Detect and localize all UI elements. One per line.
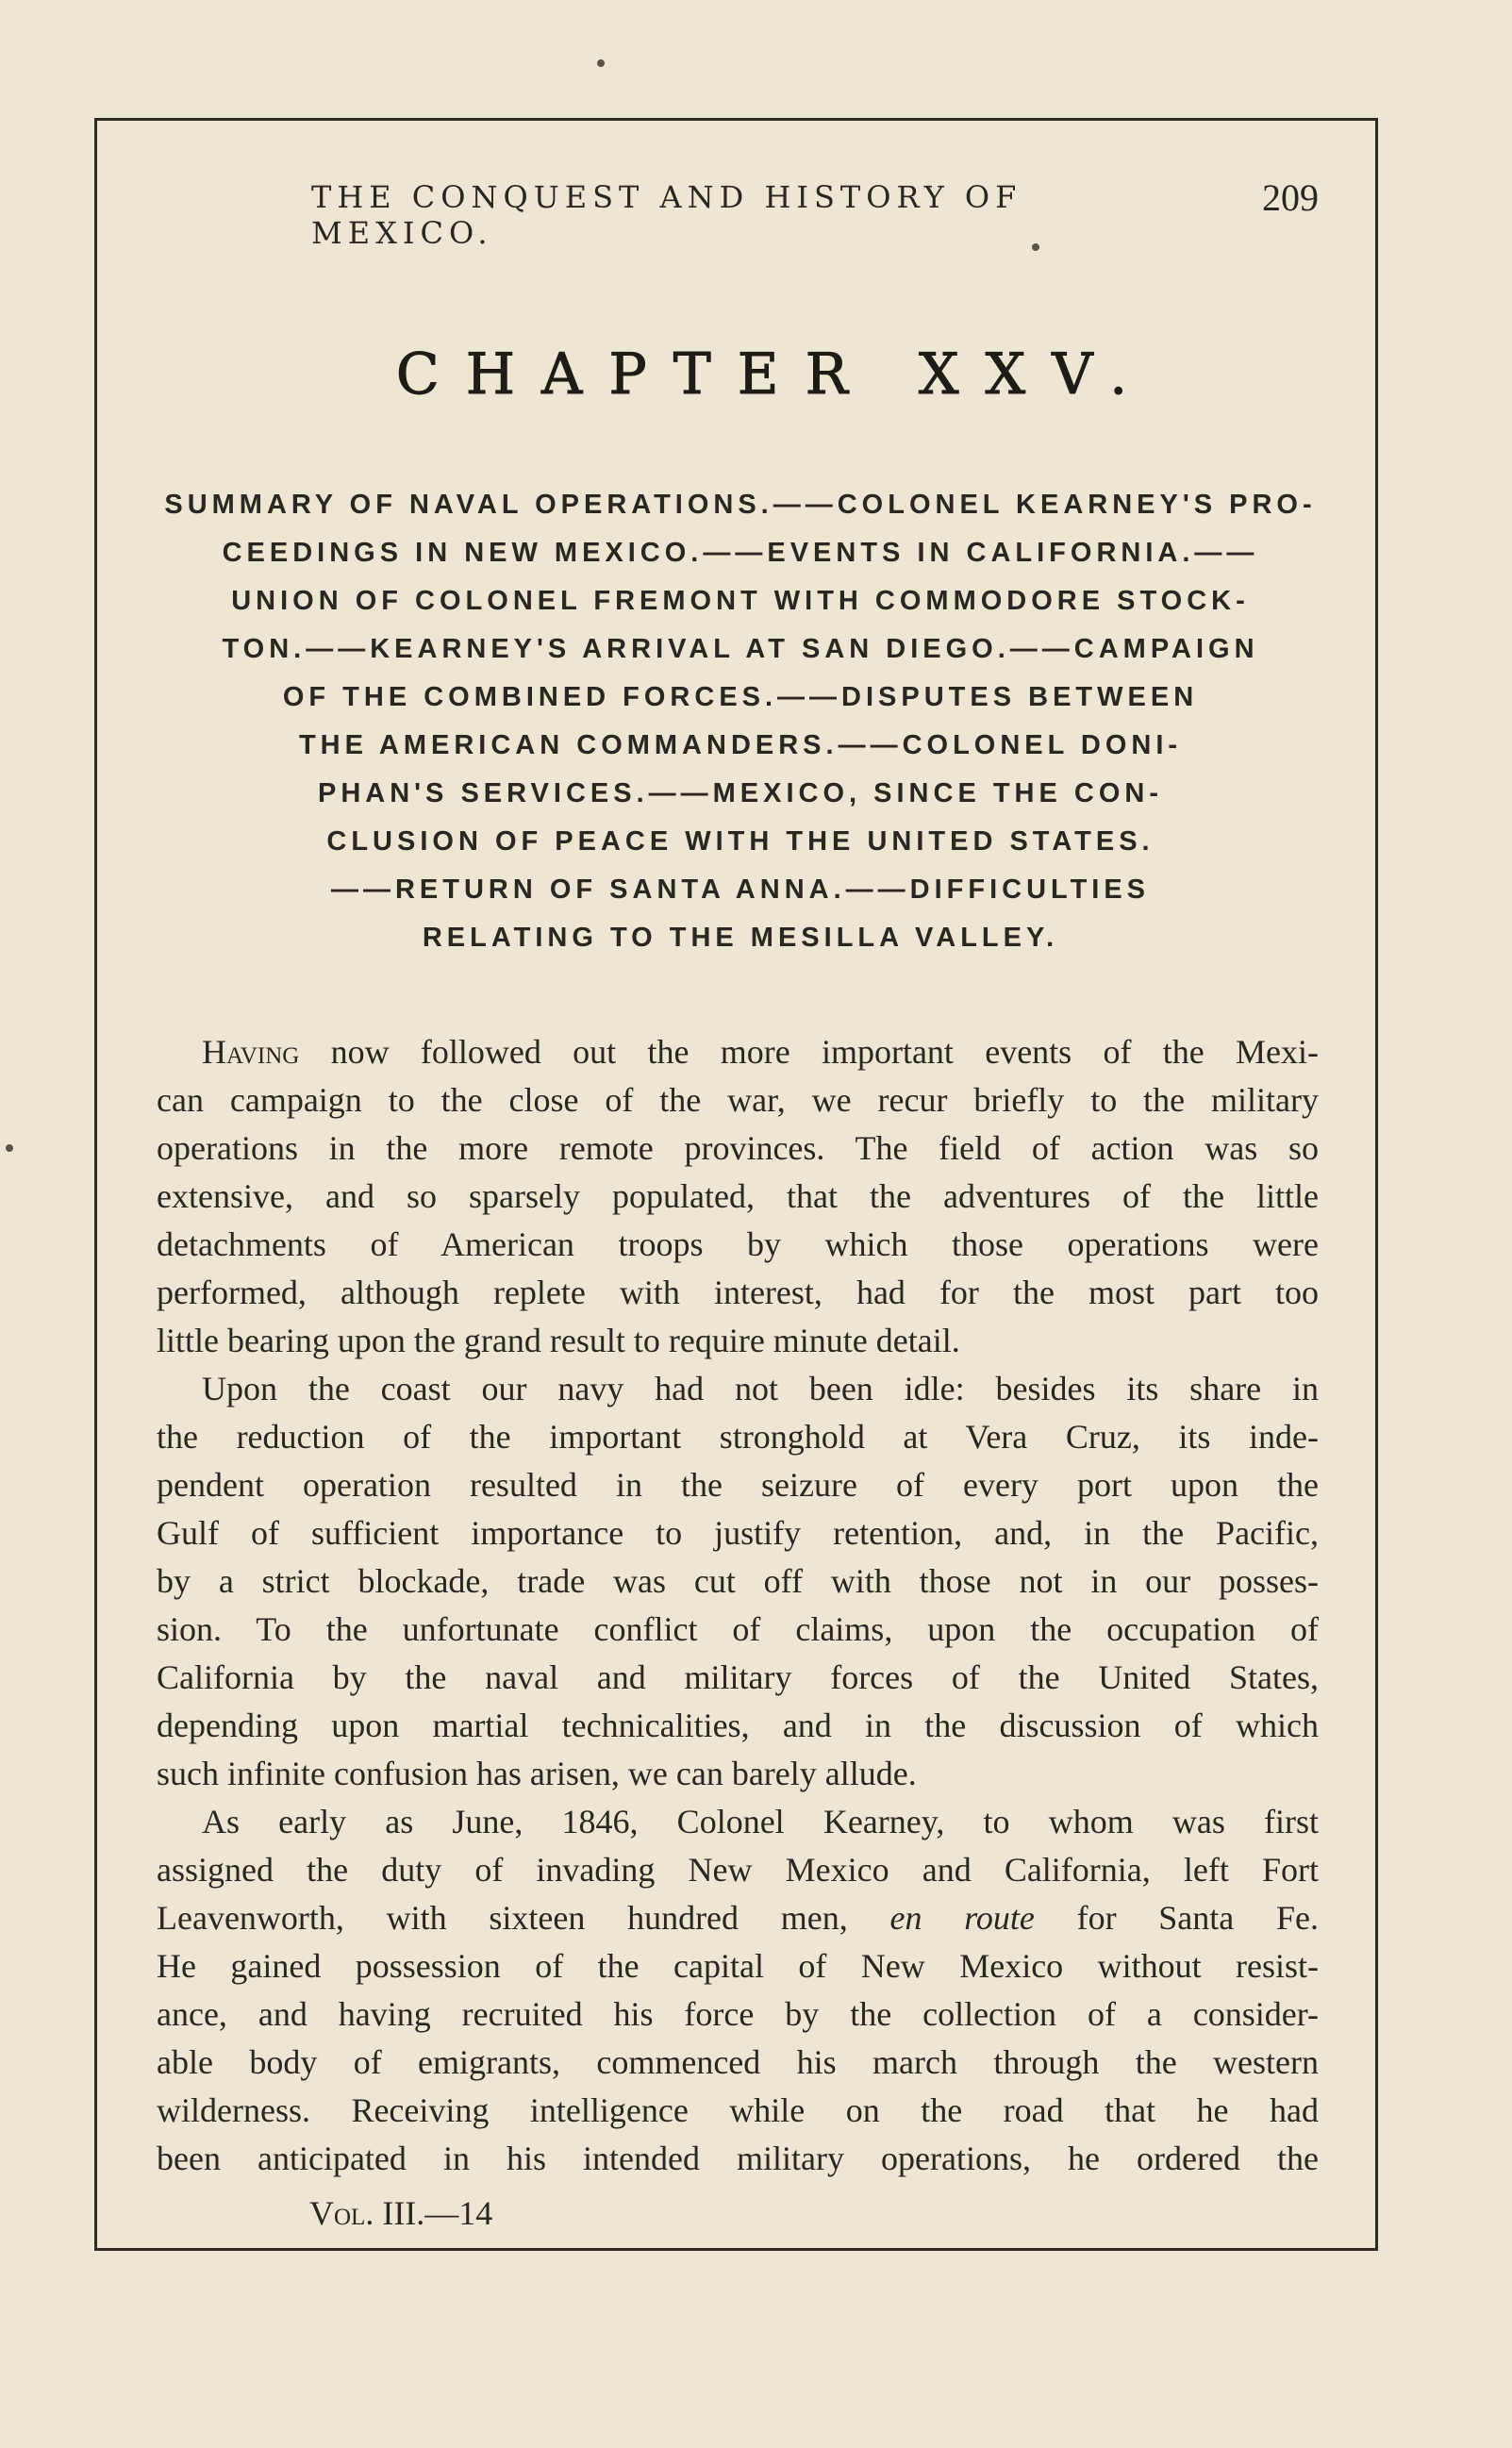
body-line: depending upon martial technicalities, and in the discussion of which bbox=[157, 1707, 1319, 1744]
page-number: 209 bbox=[1262, 176, 1319, 219]
summary-line: UNION OF COLONEL FREMONT WITH COMMODORE STOCK- bbox=[231, 586, 1250, 616]
body-line: extensive, and so sparsely populated, that the adventures of the little bbox=[157, 1177, 1319, 1215]
body-line: detachments of American troops by which those operations were bbox=[157, 1225, 1319, 1263]
chapter-summary bbox=[141, 481, 1339, 962]
body-line: little bearing upon the grand result to require minute detail. bbox=[157, 1322, 960, 1359]
print-speck bbox=[597, 59, 605, 67]
body-line: assigned the duty of invading New Mexico and California, left Fort bbox=[157, 1851, 1319, 1889]
summary-line: TON.——KEARNEY'S ARRIVAL AT SAN DIEGO.——CAMPAIGN bbox=[222, 634, 1259, 664]
body-line: California by the naval and military forces of the United States, bbox=[157, 1658, 1319, 1696]
body-line: As early as June, 1846, Colonel Kearney, to whom was first bbox=[202, 1803, 1319, 1840]
body-line: ance, and having recruited his force by the collection of a consider- bbox=[157, 1995, 1319, 2033]
body-line: can campaign to the close of the war, we recur briefly to the military bbox=[157, 1081, 1319, 1119]
body-line: sion. To the unfortunate conflict of claims, upon the occupation of bbox=[157, 1610, 1319, 1648]
summary-line: PHAN'S SERVICES.——MEXICO, SINCE THE CON- bbox=[317, 778, 1163, 808]
summary-line: ——RETURN OF SANTA ANNA.——DIFFICULTIES bbox=[330, 874, 1151, 905]
summary-line: THE AMERICAN COMMANDERS.——COLONEL DONI- bbox=[298, 730, 1183, 760]
body-line: performed, although replete with interest, had for the most part too bbox=[157, 1274, 1319, 1311]
body-text bbox=[157, 1028, 1319, 2183]
body-line: Upon the coast our navy had not been idle: besides its share in bbox=[202, 1370, 1319, 1407]
body-line: Leavenworth, with sixteen hundred men, en route for Santa Fe. bbox=[157, 1899, 1319, 1937]
body-line: been anticipated in his intended military operations, he ordered the bbox=[157, 2140, 1319, 2177]
running-head: THE CONQUEST AND HISTORY OF MEXICO. bbox=[311, 179, 1022, 251]
body-line: He gained possession of the capital of New Mexico without resist- bbox=[157, 1947, 1319, 1985]
body-line: the reduction of the important stronghold at Vera Cruz, its inde- bbox=[157, 1418, 1319, 1456]
summary-line: CEEDINGS IN NEW MEXICO.——EVENTS IN CALIFORNIA.—— bbox=[222, 538, 1259, 568]
body-line: able body of emigrants, commenced his march through the western bbox=[157, 2043, 1319, 2081]
body-line: such infinite confusion has arisen, we can barely allude. bbox=[157, 1755, 917, 1792]
summary-line: SUMMARY OF NAVAL OPERATIONS.——COLONEL KEARNEY'S PRO- bbox=[164, 490, 1317, 520]
summary-line: OF THE COMBINED FORCES.——DISPUTES BETWEEN bbox=[282, 682, 1199, 712]
print-speck bbox=[6, 1144, 13, 1152]
body-line: operations in the more remote provinces. The field of action was so bbox=[157, 1129, 1319, 1167]
italic-phrase: en route bbox=[889, 1899, 1035, 1937]
chapter-title: CHAPTER XXV. bbox=[395, 341, 1155, 408]
body-line: wilderness. Receiving intelligence while on the road that he had bbox=[157, 2091, 1319, 2129]
summary-line: CLUSION OF PEACE WITH THE UNITED STATES. bbox=[326, 826, 1155, 857]
body-line: pendent operation resulted in the seizure of every port upon the bbox=[157, 1466, 1319, 1504]
volume-signature: Vol. III.—14 bbox=[309, 2194, 493, 2232]
body-line: Having now followed out the more important events of the Mexi- bbox=[202, 1033, 1319, 1071]
body-line: Gulf of sufficient importance to justify retention, and, in the Pacific, bbox=[157, 1514, 1319, 1552]
opening-word: Having bbox=[202, 1033, 300, 1071]
body-line: by a strict blockade, trade was cut off with those not in our posses- bbox=[157, 1562, 1319, 1600]
summary-line: RELATING TO THE MESILLA VALLEY. bbox=[422, 923, 1059, 953]
